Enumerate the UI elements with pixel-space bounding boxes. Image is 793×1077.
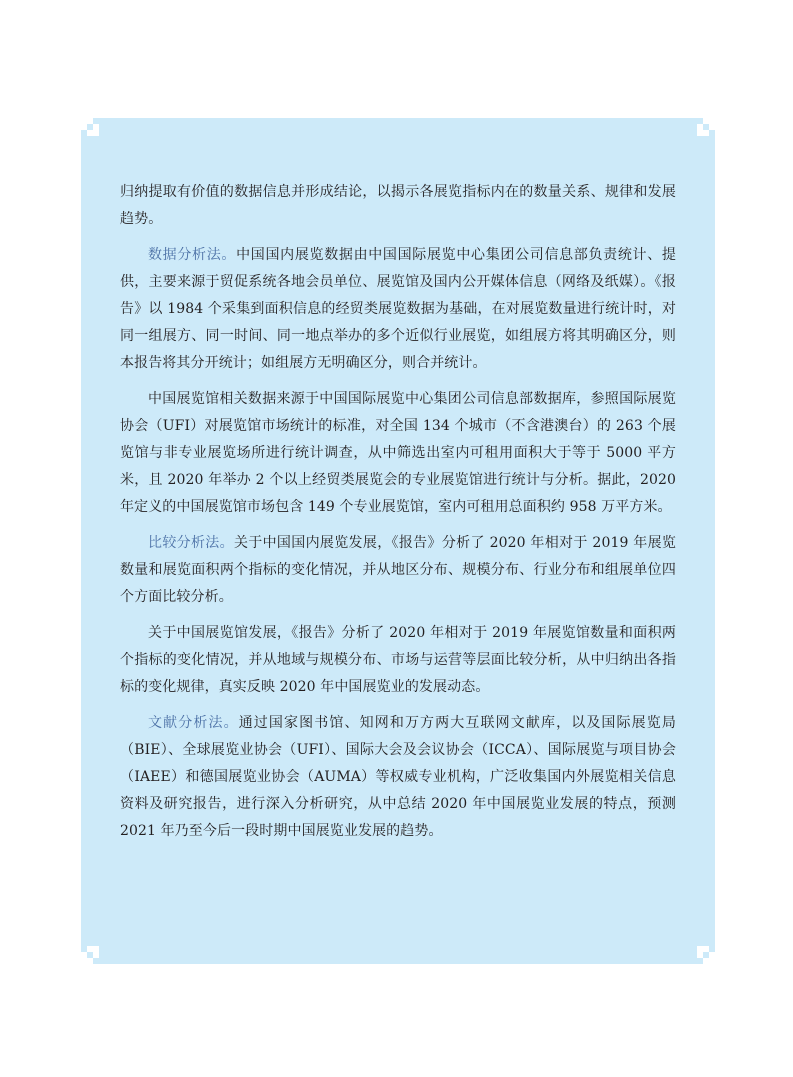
paragraph-5-text: 关于中国展览馆发展，《报告》分析了 2020 年相对于 2019 年展览馆数量和面积两个指标的变化情况，并从地域与规模分布、市场与运营等层面比较分析，从中归纳出各指标的变化规律，真实反映 2020 年中国展览业的发展动态。: [120, 625, 676, 695]
paragraph-1: [120, 179, 676, 233]
paragraph-2-text: 中国国内展览数据由中国国际展览中心集团公司信息部负责统计、提供，主要来源于贸促系统各地会员单位、展览馆及国内公开媒体信息（网络及纸媒）。《报告》以 1984 个采集到面积信息的经贸类展览数据为基础，在对展览数量进行统计时，对同一组展方、同一时间、同一地点举办的多个近似行业展览，如组展方将其明确区分，则本报告将其分开统计；如组展方无明确区分，则合并统计。: [120, 247, 677, 371]
paragraph-3: [120, 386, 676, 521]
paragraph-5: [120, 620, 676, 701]
paragraph-2: [120, 242, 676, 377]
paragraph-1-text: 归纳提取有价值的数据信息并形成结论，以揭示各展览指标内在的数量关系、规律和发展趋势。: [120, 184, 676, 227]
paragraph-6: [120, 710, 676, 845]
paragraph-4: [120, 530, 676, 611]
document-body: [120, 179, 676, 854]
paragraph-6-text: 通过国家图书馆、知网和万方两大互联网文献库，以及国际展览局（BIE）、全球展览业协会（UFI）、国际大会及会议协会（ICCA）、国际展览与项目协会（IAEE）和德国展览业协会（AUMA）等权威专业机构，广泛收集国内外展览相关信息资料及研究报告，进行深入分析研究，从中总结 2020 年中国展览业发展的特点，预测 2021 年乃至今后一段时期中国展览业发展的趋势。: [120, 715, 676, 839]
section-heading-comparative-analysis: 比较分析法。: [148, 535, 234, 551]
paragraph-3-text: 中国展览馆相关数据来源于中国国际展览中心集团公司信息部数据库，参照国际展览协会（UFI）对展览馆市场统计的标准，对全国 134 个城市（不含港澳台）的 263 个展览馆与非专业展览场所进行统计调查，从中筛选出室内可租用面积大于等于 5000 平方米，且 2020 年举办 2 个以上经贸类展览会的专业展览馆进行统计与分析。据此，2020 年定义的中国展览馆市场包含 149 个专业展览馆，室内可租用总面积约 958 万平方米。: [120, 391, 676, 515]
section-heading-data-analysis: 数据分析法。: [148, 247, 237, 263]
section-heading-literature-analysis: 文献分析法。: [148, 715, 239, 731]
paragraph-4-text: 关于中国国内展览发展，《报告》分析了 2020 年相对于 2019 年展览数量和展览面积两个指标的变化情况，并从地区分布、规模分布、行业分布和组展单位四个方面比较分析。: [120, 535, 676, 605]
